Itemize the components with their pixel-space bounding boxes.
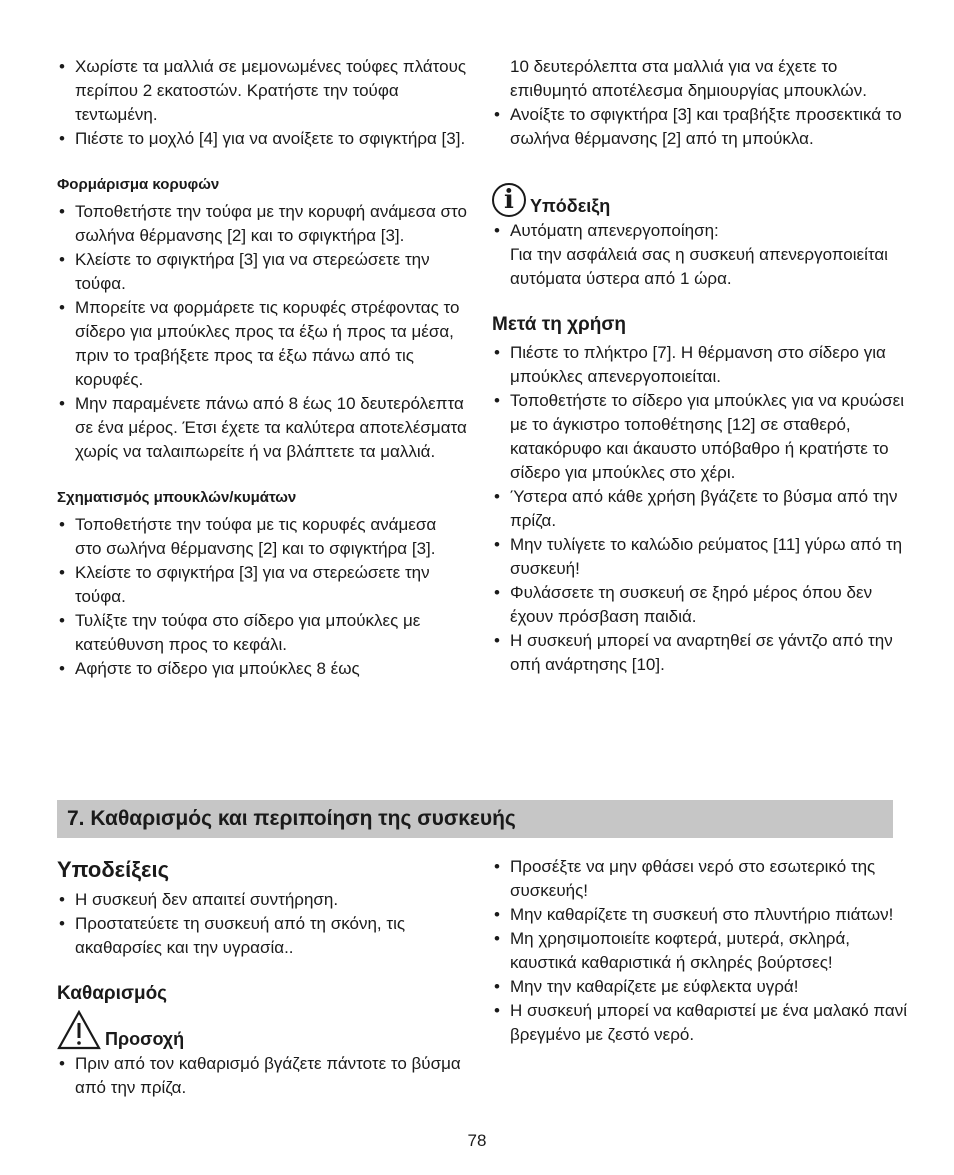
list-item: • Ανοίξτε το σφιγκτήρα [3] και τραβήξτε προσεκτικά το σωλήνα θέρμανσης [2] από τη μπούκλα. — [492, 103, 912, 151]
list-item: • Προσέξτε να μην φθάσει νερό στο εσωτερικό της συσκευής! — [492, 855, 912, 903]
list-item: • Φυλάσσετε τη συσκευή σε ξηρό μέρος όπου δεν έχουν πρόσβαση παιδιά. — [492, 581, 912, 629]
list-item: • Η συσκευή μπορεί να καθαριστεί με ένα μαλακό πανί βρεγμένο με ζεστό νερό. — [492, 999, 912, 1047]
after-use-list — [492, 341, 912, 677]
section-heading-bar — [57, 800, 893, 838]
curls-list — [57, 513, 467, 681]
caution-list — [57, 1052, 467, 1100]
list-item: • Η συσκευή μπορεί να αναρτηθεί σε γάντζο από την οπή ανάρτησης [10]. — [492, 629, 912, 677]
intro-list — [57, 55, 467, 151]
section-title: 7. Καθαρισμός και περιποίηση της συσκευής — [67, 807, 516, 830]
note-continued-text: Για την ασφάλειά σας η συσκευή απενεργοποιείται αυτόματα ύστερα από 1 ώρα. — [510, 245, 888, 288]
hints-heading: Υποδείξεις — [57, 857, 170, 882]
tips-list — [57, 200, 467, 464]
list-item: • Πιέστε το μοχλό [4] για να ανοίξετε το σφιγκτήρα [3]. — [57, 127, 467, 151]
list-item: • Ύστερα από κάθε χρήση βγάζετε το βύσμα από την πρίζα. — [492, 485, 912, 533]
list-item: • Πιέστε το πλήκτρο [7]. Η θέρμανση στο σίδερο για μπούκλες απενεργοποιείται. — [492, 341, 912, 389]
list-item: • Μην καθαρίζετε τη συσκευή στο πλυντήριο πιάτων! — [492, 903, 912, 927]
cleaning-heading: Καθαρισμός — [57, 983, 168, 1004]
list-item: • Τοποθετήστε το σίδερο για μπούκλες για να κρυώσει με το άγκιστρο τοποθέτησης [12] σε σταθερό, κατακόρυφο και άκαυστο υπόβαθρο ή κρατήστε το σίδερο για μπούκλες στο χέρι. — [492, 389, 912, 485]
hints-list — [57, 888, 467, 960]
warning-triangle-icon — [57, 1010, 101, 1050]
list-item: • Προστατεύετε τη συσκευή από τη σκόνη, τις ακαθαρσίες και την υγρασία.. — [57, 912, 467, 960]
list-item: • Κλείστε το σφιγκτήρα [3] για να στερεώσετε την τούφα. — [57, 561, 467, 609]
list-item: • Αυτόματη απενεργοποίηση: — [492, 219, 912, 243]
info-icon: i — [492, 183, 526, 217]
list-item: • Αφήστε το σίδερο για μπούκλες 8 έως — [57, 657, 467, 681]
list-item: • Η συσκευή δεν απαιτεί συντήρηση. — [57, 888, 467, 912]
right-column-top — [492, 55, 912, 677]
list-item: • Τοποθετήστε την τούφα με τις κορυφές ανάμεσα στο σωλήνα θέρμανσης [2] και το σφιγκτήρα [3]. — [57, 513, 467, 561]
caution-header — [57, 1010, 467, 1050]
after-use-heading: Μετά τη χρήση — [492, 314, 627, 335]
caution-title: Προσοχή — [105, 1029, 185, 1049]
list-item: • Μην τυλίγετε το καλώδιο ρεύματος [11] γύρω από τη συσκευή! — [492, 533, 912, 581]
right-column-bottom — [492, 855, 912, 1047]
left-column-bottom — [57, 858, 467, 1100]
list-item: • Τοποθετήστε την τούφα με την κορυφή ανάμεσα στο σωλήνα θέρμανσης [2] και το σφιγκτήρα [3]. — [57, 200, 467, 248]
note-title: Υπόδειξη — [530, 196, 611, 216]
curls-heading: Σχηματισμός μπουκλών/κυμάτων — [57, 489, 297, 506]
list-item: • Μπορείτε να φορμάρετε τις κορυφές στρέφοντας το σίδερο για μπούκλες προς τα έξω ή προς τα μέσα, πριν το τραβήξετε προς τα έξω πάνω από τις κορυφές. — [57, 296, 467, 392]
list-item: • Πριν από τον καθαρισμό βγάζετε πάντοτε το βύσμα από την πρίζα. — [57, 1052, 467, 1100]
note-header — [492, 183, 912, 217]
list-item: • Τυλίξτε την τούφα στο σίδερο για μπούκλες με κατεύθυνση προς το κεφάλι. — [57, 609, 467, 657]
list-item: • Μην παραμένετε πάνω από 8 έως 10 δευτερόλεπτα σε ένα μέρος. Έτσι έχετε τα καλύτερα αποτελέσματα χωρίς να ταλαιπωρείτε ή να βλάπτετε τα μαλλιά. — [57, 392, 467, 464]
list-item: • Χωρίστε τα μαλλιά σε μεμονωμένες τούφες πλάτους περίπου 2 εκατοστών. Κρατήστε την τούφα τεντωμένη. — [57, 55, 467, 127]
list-item: • Κλείστε το σφιγκτήρα [3] για να στερεώσετε την τούφα. — [57, 248, 467, 296]
list-item: • Μη χρησιμοποιείτε κοφτερά, μυτερά, σκληρά, καυστικά καθαριστικά ή σκληρές βούρτσες! — [492, 927, 912, 975]
page-number: 78 — [467, 1131, 487, 1150]
continued-text: 10 δευτερόλεπτα στα μαλλιά για να έχετε το επιθυμητό αποτέλεσμα δημιουργίας μπουκλών. — [510, 57, 867, 100]
release-list — [492, 103, 912, 151]
list-item: • Μην την καθαρίζετε με εύφλεκτα υγρά! — [492, 975, 912, 999]
tips-heading: Φορμάρισμα κορυφών — [57, 176, 220, 193]
left-column-top — [57, 55, 467, 681]
note-list — [492, 219, 912, 243]
cleaning-list — [492, 855, 912, 1047]
